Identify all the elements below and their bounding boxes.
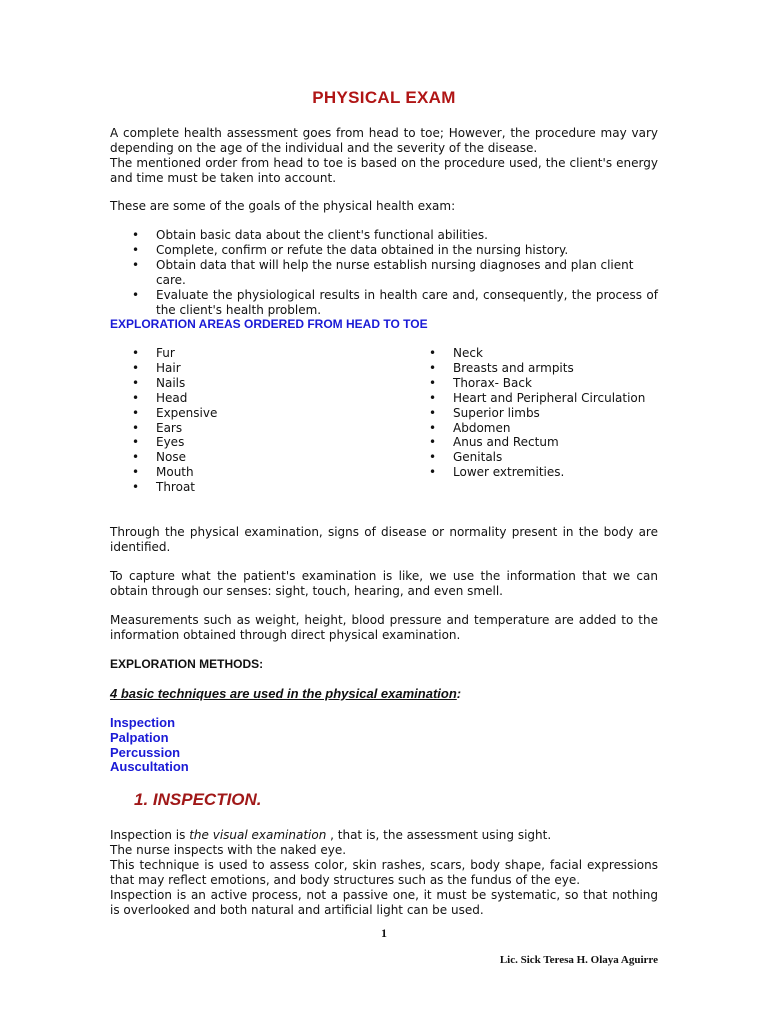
page-number: 1 [381, 926, 387, 940]
area-item: • Thorax- Back [407, 376, 667, 391]
methods-heading: EXPLORATION METHODS: [110, 657, 264, 671]
methods-subheading [110, 686, 461, 701]
inspection-title: 1. INSPECTION. [134, 790, 262, 809]
area-item: • Neck [407, 346, 667, 361]
inspection-line-4: Inspection is an active process, not a passive one, it must be systematic, so that nothing is overlooked and both natural and artificial light can be used. [110, 888, 658, 917]
area-item: • Mouth [110, 465, 370, 480]
document-title: PHYSICAL EXAM [312, 88, 456, 107]
area-item: • Expensive [110, 406, 370, 421]
inspection-line-2: The nurse inspects with the naked eye. [110, 843, 347, 857]
goal-item: • Obtain basic data about the client's functional abilities. [110, 228, 658, 243]
goal-item: • Evaluate the physiological results in health care and, consequently, the process of the client's health problem. [110, 288, 658, 318]
inspection-line-3: This technique is used to assess color, skin rashes, scars, body shape, facial expressions that may reflect emotions, and body structures such as the fundus of the eye. [110, 858, 658, 887]
inspection-line-1-pre: Inspection is [110, 828, 190, 842]
goals-list-section [110, 228, 658, 318]
technique-inspection: Inspection [110, 715, 176, 730]
inspection-line-1-em: the visual examination [189, 828, 327, 842]
area-item: • Throat [110, 480, 370, 495]
area-item: • Heart and Peripheral Circulation [407, 391, 667, 406]
areas-heading: EXPLORATION AREAS ORDERED FROM HEAD TO TOE [110, 317, 428, 331]
goals-lead: These are some of the goals of the physical health exam: [110, 199, 456, 213]
area-item: • Head [110, 391, 370, 406]
inspection-line-1-post: , that is, the assessment using sight. [326, 828, 552, 842]
intro-section [110, 126, 658, 186]
body-paragraph-3: Measurements such as weight, height, blood pressure and temperature are added to the information obtained through direct physical examination. [110, 613, 658, 642]
goals-list [110, 228, 658, 318]
intro-paragraph-2: The mentioned order from head to toe is based on the procedure used, the client's energy and time must be taken into account. [110, 156, 658, 185]
inspection-line-1 [110, 828, 658, 843]
intro-paragraph-1: A complete health assessment goes from head to toe; However, the procedure may vary depending on the age of the individual and the severity of the disease. [110, 126, 658, 155]
area-item: • Nails [110, 376, 370, 391]
area-item: • Superior limbs [407, 406, 667, 421]
area-item: • Anus and Rectum [407, 435, 667, 450]
area-item: • Fur [110, 346, 370, 361]
areas-list-right [407, 346, 667, 480]
area-item: • Ears [110, 421, 370, 436]
area-item: • Abdomen [407, 421, 667, 436]
methods-subheading-suffix: : [456, 686, 462, 701]
technique-auscultation: Auscultation [110, 759, 189, 775]
inspection-section [110, 828, 658, 918]
goal-item: • Complete, confirm or refute the data obtained in the nursing history. [110, 243, 658, 258]
techniques-list [110, 716, 189, 775]
body-paragraph-2: To capture what the patient's examination is like, we use the information that we can obtain through our senses: sight, touch, hearing, and even smell. [110, 569, 658, 598]
area-item: • Eyes [110, 435, 370, 450]
goal-item: • Obtain data that will help the nurse establish nursing diagnoses and plan client care. [110, 258, 658, 288]
area-item: • Breasts and armpits [407, 361, 667, 376]
technique-percussion: Percussion [110, 744, 181, 760]
methods-subheading-text: 4 basic techniques are used in the physical examination [110, 686, 457, 701]
area-item: • Hair [110, 361, 370, 376]
areas-list-left [110, 346, 370, 495]
area-item: • Lower extremities. [407, 465, 667, 480]
area-item: • Nose [110, 450, 370, 465]
technique-palpation: Palpation [110, 729, 169, 745]
footer-author: Lic. Sick Teresa H. Olaya Aguirre [499, 954, 658, 966]
body-paragraph-1: Through the physical examination, signs of disease or normality present in the body are identified. [110, 525, 658, 554]
area-item: • Genitals [407, 450, 667, 465]
